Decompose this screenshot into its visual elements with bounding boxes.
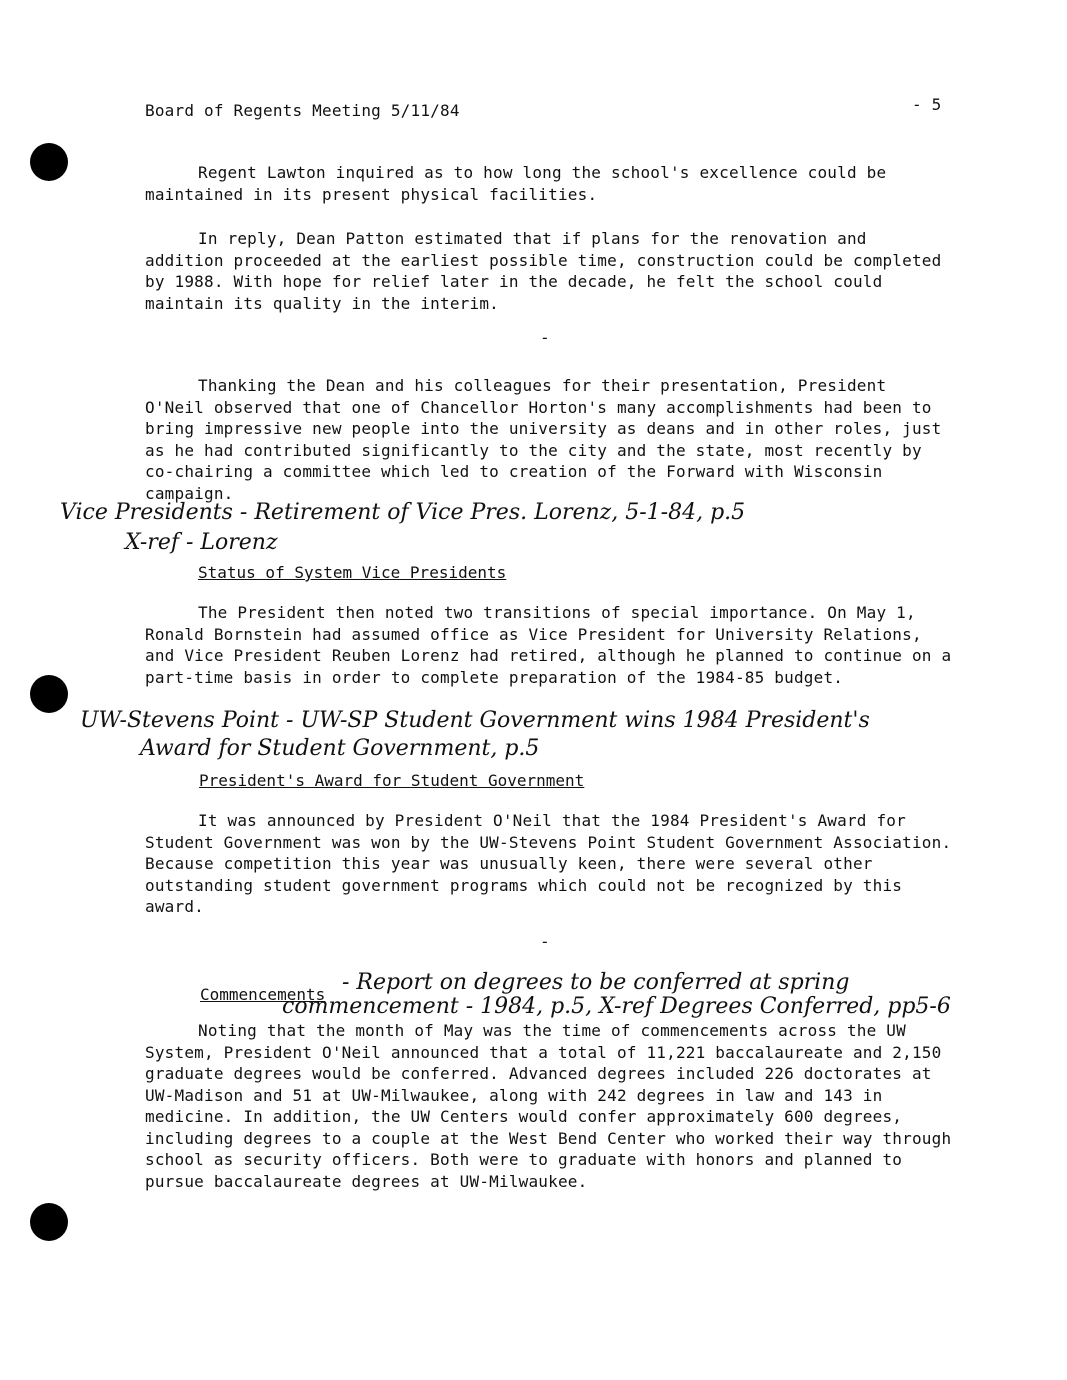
paragraph-commencements: Noting that the month of May was the time of commencements across the UW System, President O'Neil announced that a total of 11,221 baccalaureate and 2,150 graduate degrees would be conferred. Advanced degrees included 226 doctorates at UW-Madison and 51 at UW-Milwaukee, along with 242 degrees in law and 143 in medicine. In addition, the UW Centers would confer approximately 600 degrees, including degrees to a couple at the West Bend Center who worked their way through school as security officers. Both were to graduate with honors and planned to pursue baccalaureate degrees at UW-Milwaukee. (145, 1021, 962, 1191)
handwritten-annotation-award: Award for Student Government, p.5 (140, 736, 540, 761)
heading-student-government: President's Award for Student Government (199, 771, 585, 790)
punch-hole (30, 1203, 68, 1241)
heading-vice-presidents: Status of System Vice Presidents (198, 563, 507, 582)
paragraph-patton: In reply, Dean Patton estimated that if plans for the renovation and addition proceeded at the earliest possible time, construction could be completed by 1988. With hope for relief later in the decade, he felt the school could maintain its quality in the interim. (145, 229, 952, 313)
header-title: Board of Regents Meeting 5/11/84 (145, 101, 460, 120)
handwritten-annotation-vp: Vice Presidents - Retirement of Vice Pres. Lorenz, 5-1-84, p.5 (60, 500, 746, 525)
handwritten-annotation-vp-xref: X-ref - Lorenz (125, 530, 278, 555)
handwritten-annotation-degrees: commencement - 1984, p.5, X-ref Degrees Conferred, pp5-6 (282, 994, 951, 1019)
paragraph-horton: Thanking the Dean and his colleagues for their presentation, President O'Neil observed that one of Chancellor Horton's many accomplishments had been to bring impressive new people into the university as deans and in other roles, just as he had contributed significantly to the city and the state, most recently by co-chairing a committee which led to creation of the Forward with Wisconsin campaign. (145, 376, 952, 503)
separator-dash: - (540, 328, 550, 347)
page-number: - 5 (912, 95, 942, 114)
paragraph-vice-presidents: The President then noted two transitions of special importance. On May 1, Ronald Bornstein had assumed office as Vice President for University Relations, and Vice President Reuben Lorenz had retired, although he planned to continue on a part-time basis in order to complete preparation of the 1984-85 budget. (145, 603, 962, 687)
separator-dash: - (540, 932, 550, 951)
handwritten-annotation-stevens-point: UW-Stevens Point - UW-SP Student Government wins 1984 President's (80, 708, 870, 733)
handwritten-annotation-commencements: - Report on degrees to be conferred at spring (342, 970, 850, 995)
paragraph-lawton: Regent Lawton inquired as to how long the school's excellence could be maintained in its present physical facilities. (145, 163, 897, 204)
heading-commencements: Commencements (200, 985, 326, 1004)
paragraph-student-government: It was announced by President O'Neil that the 1984 President's Award for Student Government was won by the UW-Stevens Point Student Government Association. Because competition this year was unusually keen, there were several other outstanding student government programs which could not be recognized by this award. (145, 811, 962, 916)
punch-hole (30, 675, 68, 713)
punch-hole (30, 143, 68, 181)
